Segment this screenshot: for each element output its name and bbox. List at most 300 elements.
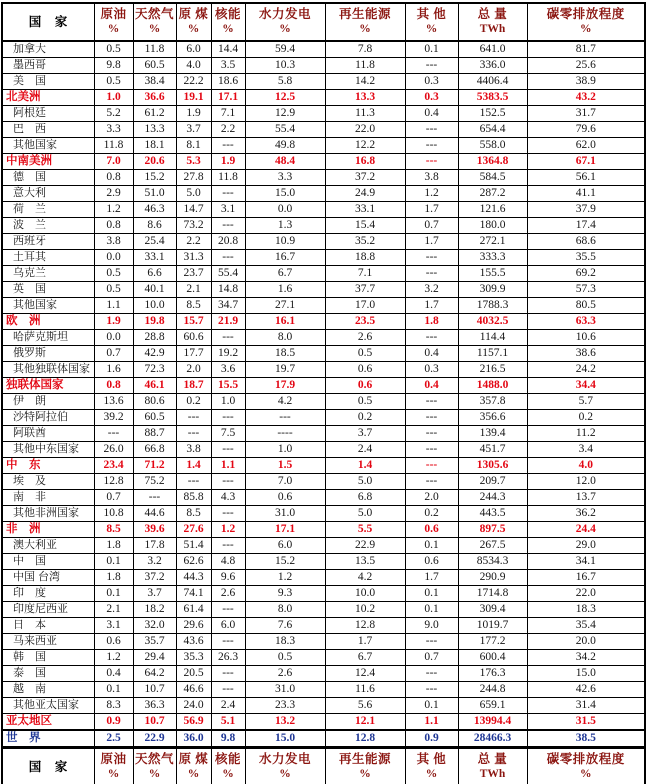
table-row <box>2 138 645 154</box>
country-name-cell: 日 本 <box>2 618 94 634</box>
cell-total: 641.0 <box>458 41 527 58</box>
column-header-hydro <box>245 3 325 41</box>
cell-carbon-free: 16.7 <box>527 570 645 586</box>
cell-raw-coal: 4.0 <box>176 58 211 74</box>
cell-crude-oil: 0.5 <box>94 266 133 282</box>
column-header-country <box>2 748 94 784</box>
cell-total: 309.9 <box>458 282 527 298</box>
cell-nuclear: 9.8 <box>211 730 245 748</box>
cell-total: 287.2 <box>458 186 527 202</box>
cell-other: 9.0 <box>405 618 458 634</box>
cell-renewables: 14.2 <box>325 74 405 90</box>
table-row <box>2 394 645 410</box>
cell-renewables: 7.8 <box>325 41 405 58</box>
cell-renewables: 37.2 <box>325 170 405 186</box>
cell-raw-coal: --- <box>176 410 211 426</box>
cell-carbon-free: 31.4 <box>527 698 645 714</box>
cell-hydro: 1.6 <box>245 282 325 298</box>
cell-crude-oil: 1.8 <box>94 570 133 586</box>
country-name-cell: 美 国 <box>2 74 94 90</box>
cell-raw-coal: 2.0 <box>176 362 211 378</box>
cell-raw-coal: 18.7 <box>176 378 211 394</box>
column-unit: % <box>222 768 234 780</box>
cell-raw-coal: 56.9 <box>176 714 211 731</box>
cell-total: 1488.0 <box>458 378 527 394</box>
cell-crude-oil: 2.1 <box>94 602 133 618</box>
cell-raw-coal: 17.7 <box>176 346 211 362</box>
country-name-cell: 沙特阿拉伯 <box>2 410 94 426</box>
cell-hydro: 7.6 <box>245 618 325 634</box>
country-name-cell: 澳大利亚 <box>2 538 94 554</box>
cell-carbon-free: 36.2 <box>527 506 645 522</box>
cell-renewables: 5.5 <box>325 522 405 538</box>
cell-nuclear: 19.2 <box>211 346 245 362</box>
cell-crude-oil: 10.8 <box>94 506 133 522</box>
cell-natural-gas: 17.8 <box>133 538 176 554</box>
country-name-cell: 印度尼西亚 <box>2 602 94 618</box>
cell-crude-oil: 0.1 <box>94 682 133 698</box>
cell-total: 8534.3 <box>458 554 527 570</box>
cell-other: --- <box>405 666 458 682</box>
cell-carbon-free: 35.4 <box>527 618 645 634</box>
cell-hydro: 1.0 <box>245 442 325 458</box>
country-name-cell: 其他亚太国家 <box>2 698 94 714</box>
cell-carbon-free: 56.1 <box>527 170 645 186</box>
region-total-row <box>2 714 645 731</box>
table-row <box>2 618 645 634</box>
table-row <box>2 250 645 266</box>
cell-carbon-free: 37.9 <box>527 202 645 218</box>
cell-natural-gas: 19.8 <box>133 314 176 330</box>
country-name-cell: 哈萨克斯坦 <box>2 330 94 346</box>
table-row <box>2 362 645 378</box>
cell-crude-oil: 0.0 <box>94 250 133 266</box>
cell-raw-coal: 3.8 <box>176 442 211 458</box>
cell-other: 0.1 <box>405 538 458 554</box>
cell-carbon-free: 67.1 <box>527 154 645 170</box>
cell-other: 0.7 <box>405 218 458 234</box>
country-name-cell: 意大利 <box>2 186 94 202</box>
cell-hydro: ---- <box>245 426 325 442</box>
cell-natural-gas: 66.8 <box>133 442 176 458</box>
cell-raw-coal: 23.7 <box>176 266 211 282</box>
country-name-cell: 阿联酋 <box>2 426 94 442</box>
cell-crude-oil: 8.5 <box>94 522 133 538</box>
country-name-cell: 中国 台湾 <box>2 570 94 586</box>
cell-crude-oil: 0.9 <box>94 714 133 731</box>
cell-other: 0.3 <box>405 74 458 90</box>
cell-renewables: 0.6 <box>325 378 405 394</box>
column-label: 水力发电 <box>258 752 311 766</box>
cell-total: 4406.4 <box>458 74 527 90</box>
cell-crude-oil: --- <box>94 426 133 442</box>
table-row <box>2 218 645 234</box>
cell-carbon-free: 80.5 <box>527 298 645 314</box>
cell-other: --- <box>405 138 458 154</box>
cell-total: 336.0 <box>458 58 527 74</box>
cell-carbon-free: 10.6 <box>527 330 645 346</box>
cell-other: 0.6 <box>405 522 458 538</box>
cell-total: 333.3 <box>458 250 527 266</box>
cell-total: 28466.3 <box>458 730 527 748</box>
cell-nuclear: 15.5 <box>211 378 245 394</box>
cell-carbon-free: 11.2 <box>527 426 645 442</box>
column-unit: % <box>148 768 161 780</box>
cell-natural-gas: 35.7 <box>133 634 176 650</box>
cell-hydro: 0.5 <box>245 650 325 666</box>
cell-total: 558.0 <box>458 138 527 154</box>
country-name-cell: 泰 国 <box>2 666 94 682</box>
cell-raw-coal: 36.0 <box>176 730 211 748</box>
country-name-cell: 马来西亚 <box>2 634 94 650</box>
cell-raw-coal: --- <box>176 426 211 442</box>
column-label: 天然气 <box>134 7 174 21</box>
cell-nuclear: 9.6 <box>211 570 245 586</box>
column-header-carbon-free <box>527 748 645 784</box>
cell-renewables: 23.5 <box>325 314 405 330</box>
cell-other: --- <box>405 458 458 474</box>
cell-hydro: 5.8 <box>245 74 325 90</box>
cell-natural-gas: 3.2 <box>133 554 176 570</box>
cell-total: 290.9 <box>458 570 527 586</box>
cell-natural-gas: 18.1 <box>133 138 176 154</box>
country-name-cell: 越 南 <box>2 682 94 698</box>
country-name-cell: 德 国 <box>2 170 94 186</box>
country-name-cell: 其他独联体国家 <box>2 362 94 378</box>
column-unit: TWh <box>479 768 506 780</box>
table-row <box>2 554 645 570</box>
cell-other: 0.1 <box>405 586 458 602</box>
cell-crude-oil: 0.6 <box>94 634 133 650</box>
cell-natural-gas: 88.7 <box>133 426 176 442</box>
cell-crude-oil: 0.5 <box>94 41 133 58</box>
cell-raw-coal: 27.6 <box>176 522 211 538</box>
country-name-cell: 非 洲 <box>2 522 94 538</box>
cell-renewables: 11.8 <box>325 58 405 74</box>
cell-nuclear: 2.6 <box>211 586 245 602</box>
column-header-country <box>2 3 94 41</box>
cell-raw-coal: 60.6 <box>176 330 211 346</box>
cell-nuclear: 14.4 <box>211 41 245 58</box>
cell-raw-coal: 20.5 <box>176 666 211 682</box>
cell-other: 3.2 <box>405 282 458 298</box>
column-header-hydro <box>245 748 325 784</box>
cell-carbon-free: 5.7 <box>527 394 645 410</box>
cell-carbon-free: 38.6 <box>527 346 645 362</box>
cell-carbon-free: 38.5 <box>527 730 645 748</box>
region-total-row <box>2 90 645 106</box>
column-unit: % <box>425 768 438 780</box>
cell-total: 244.8 <box>458 682 527 698</box>
cell-natural-gas: 72.3 <box>133 362 176 378</box>
cell-total: 121.6 <box>458 202 527 218</box>
cell-renewables: 6.8 <box>325 490 405 506</box>
cell-renewables: 37.7 <box>325 282 405 298</box>
cell-other: --- <box>405 426 458 442</box>
cell-crude-oil: 2.9 <box>94 186 133 202</box>
column-unit: % <box>580 23 592 35</box>
table-row <box>2 266 645 282</box>
cell-total: 216.5 <box>458 362 527 378</box>
cell-nuclear: 3.1 <box>211 202 245 218</box>
cell-crude-oil: 8.3 <box>94 698 133 714</box>
country-name-cell: 中 国 <box>2 554 94 570</box>
cell-total: 357.8 <box>458 394 527 410</box>
cell-nuclear: --- <box>211 218 245 234</box>
cell-other: 0.3 <box>405 362 458 378</box>
cell-natural-gas: 10.7 <box>133 714 176 731</box>
cell-renewables: 5.0 <box>325 506 405 522</box>
cell-total: 1019.7 <box>458 618 527 634</box>
cell-carbon-free: 35.5 <box>527 250 645 266</box>
cell-total: 177.2 <box>458 634 527 650</box>
cell-natural-gas: 6.6 <box>133 266 176 282</box>
table-row <box>2 58 645 74</box>
cell-total: 897.5 <box>458 522 527 538</box>
country-name-cell: 土耳其 <box>2 250 94 266</box>
cell-renewables: 5.0 <box>325 474 405 490</box>
cell-nuclear: 6.0 <box>211 618 245 634</box>
cell-carbon-free: 31.5 <box>527 714 645 731</box>
cell-nuclear: 26.3 <box>211 650 245 666</box>
cell-renewables: 10.2 <box>325 602 405 618</box>
cell-crude-oil: 0.8 <box>94 170 133 186</box>
country-name-cell: 欧 洲 <box>2 314 94 330</box>
cell-hydro: 3.3 <box>245 170 325 186</box>
cell-raw-coal: 61.4 <box>176 602 211 618</box>
cell-total: 244.3 <box>458 490 527 506</box>
cell-natural-gas: 36.3 <box>133 698 176 714</box>
cell-renewables: 0.5 <box>325 394 405 410</box>
column-unit: % <box>148 23 161 35</box>
table-row <box>2 506 645 522</box>
cell-crude-oil: 13.6 <box>94 394 133 410</box>
table-row <box>2 106 645 122</box>
column-label: 碳零排放程度 <box>546 752 625 766</box>
cell-other: 2.0 <box>405 490 458 506</box>
table-row <box>2 122 645 138</box>
cell-renewables: 12.2 <box>325 138 405 154</box>
cell-total: 4032.5 <box>458 314 527 330</box>
cell-other: --- <box>405 474 458 490</box>
cell-other: --- <box>405 122 458 138</box>
country-name-cell: 中 东 <box>2 458 94 474</box>
cell-renewables: 0.5 <box>325 346 405 362</box>
table-row <box>2 41 645 58</box>
cell-natural-gas: 18.2 <box>133 602 176 618</box>
cell-raw-coal: 6.0 <box>176 41 211 58</box>
cell-carbon-free: 81.7 <box>527 41 645 58</box>
column-label: 水力发电 <box>258 7 311 21</box>
cell-hydro: 31.0 <box>245 682 325 698</box>
cell-nuclear: 7.1 <box>211 106 245 122</box>
cell-carbon-free: 41.1 <box>527 186 645 202</box>
cell-raw-coal: 74.1 <box>176 586 211 602</box>
cell-hydro: 23.3 <box>245 698 325 714</box>
region-total-row <box>2 458 645 474</box>
cell-nuclear: 11.8 <box>211 170 245 186</box>
cell-crude-oil: 7.0 <box>94 154 133 170</box>
cell-crude-oil: 3.8 <box>94 234 133 250</box>
cell-crude-oil: 0.0 <box>94 330 133 346</box>
cell-carbon-free: 69.2 <box>527 266 645 282</box>
cell-natural-gas: 80.6 <box>133 394 176 410</box>
cell-other: --- <box>405 634 458 650</box>
cell-other: --- <box>405 442 458 458</box>
cell-renewables: 3.7 <box>325 426 405 442</box>
cell-hydro: 18.3 <box>245 634 325 650</box>
cell-crude-oil: 11.8 <box>94 138 133 154</box>
table-row <box>2 442 645 458</box>
column-label: 其 他 <box>416 752 447 766</box>
column-header-crude-oil <box>94 748 133 784</box>
cell-hydro: 1.2 <box>245 570 325 586</box>
country-name-cell: 亚太地区 <box>2 714 94 731</box>
cell-total: 584.5 <box>458 170 527 186</box>
cell-renewables: 16.8 <box>325 154 405 170</box>
country-name-cell: 伊 朗 <box>2 394 94 410</box>
cell-nuclear: 1.0 <box>211 394 245 410</box>
cell-natural-gas: 38.4 <box>133 74 176 90</box>
column-header-total <box>458 748 527 784</box>
column-label: 天然气 <box>134 752 174 766</box>
cell-total: 654.4 <box>458 122 527 138</box>
country-name-cell: 北美洲 <box>2 90 94 106</box>
cell-raw-coal: 1.4 <box>176 458 211 474</box>
cell-renewables: 2.6 <box>325 330 405 346</box>
cell-hydro: 8.0 <box>245 330 325 346</box>
cell-other: 1.1 <box>405 714 458 731</box>
region-total-row <box>2 522 645 538</box>
cell-other: --- <box>405 410 458 426</box>
column-header-raw-coal <box>176 3 211 41</box>
cell-raw-coal: 43.6 <box>176 634 211 650</box>
cell-raw-coal: 31.3 <box>176 250 211 266</box>
cell-crude-oil: 3.1 <box>94 618 133 634</box>
cell-carbon-free: 34.2 <box>527 650 645 666</box>
cell-other: 0.1 <box>405 698 458 714</box>
table-row <box>2 570 645 586</box>
cell-renewables: 12.1 <box>325 714 405 731</box>
cell-nuclear: 1.9 <box>211 154 245 170</box>
column-header-natural-gas <box>133 3 176 41</box>
energy-mix-table <box>1 2 646 784</box>
cell-nuclear: 1.1 <box>211 458 245 474</box>
cell-renewables: 0.2 <box>325 410 405 426</box>
column-header-total <box>458 3 527 41</box>
cell-nuclear: 1.2 <box>211 522 245 538</box>
column-unit: % <box>279 23 291 35</box>
column-header-nuclear <box>211 748 245 784</box>
cell-renewables: 7.1 <box>325 266 405 282</box>
table-row <box>2 234 645 250</box>
cell-total: 209.7 <box>458 474 527 490</box>
cell-raw-coal: 62.6 <box>176 554 211 570</box>
cell-nuclear: 55.4 <box>211 266 245 282</box>
cell-natural-gas: 10.0 <box>133 298 176 314</box>
cell-raw-coal: 27.8 <box>176 170 211 186</box>
column-label: 核能 <box>214 7 241 21</box>
country-name-cell: 埃 及 <box>2 474 94 490</box>
country-name-cell: 印 度 <box>2 586 94 602</box>
cell-nuclear: 21.9 <box>211 314 245 330</box>
column-header-other <box>405 3 458 41</box>
cell-other: 0.3 <box>405 90 458 106</box>
cell-renewables: 18.8 <box>325 250 405 266</box>
cell-total: 155.5 <box>458 266 527 282</box>
table-row <box>2 650 645 666</box>
table-row <box>2 330 645 346</box>
country-name-cell: 其他非洲国家 <box>2 506 94 522</box>
cell-other: --- <box>405 58 458 74</box>
cell-renewables: 22.9 <box>325 538 405 554</box>
cell-nuclear: --- <box>211 682 245 698</box>
table-row <box>2 698 645 714</box>
cell-natural-gas: 11.8 <box>133 41 176 58</box>
cell-total: 1305.6 <box>458 458 527 474</box>
cell-other: 0.1 <box>405 41 458 58</box>
cell-hydro: 10.3 <box>245 58 325 74</box>
cell-hydro: 15.0 <box>245 730 325 748</box>
cell-natural-gas: 3.7 <box>133 586 176 602</box>
cell-other: 0.4 <box>405 378 458 394</box>
cell-carbon-free: 38.9 <box>527 74 645 90</box>
cell-other: 0.1 <box>405 602 458 618</box>
cell-hydro: 18.5 <box>245 346 325 362</box>
country-name-cell: 乌克兰 <box>2 266 94 282</box>
cell-carbon-free: 25.6 <box>527 58 645 74</box>
table-row <box>2 666 645 682</box>
region-total-row <box>2 378 645 394</box>
cell-natural-gas: 60.5 <box>133 58 176 74</box>
cell-renewables: 11.6 <box>325 682 405 698</box>
cell-renewables: 22.0 <box>325 122 405 138</box>
cell-natural-gas: 28.8 <box>133 330 176 346</box>
cell-raw-coal: 22.2 <box>176 74 211 90</box>
cell-carbon-free: 42.6 <box>527 682 645 698</box>
cell-nuclear: --- <box>211 538 245 554</box>
cell-crude-oil: 9.8 <box>94 58 133 74</box>
cell-carbon-free: 20.0 <box>527 634 645 650</box>
cell-renewables: 33.1 <box>325 202 405 218</box>
cell-other: 1.7 <box>405 234 458 250</box>
cell-hydro: 13.2 <box>245 714 325 731</box>
column-unit: % <box>580 768 592 780</box>
table-row <box>2 682 645 698</box>
cell-total: 1788.3 <box>458 298 527 314</box>
cell-crude-oil: 1.2 <box>94 202 133 218</box>
cell-other: 1.8 <box>405 314 458 330</box>
cell-hydro: 9.3 <box>245 586 325 602</box>
cell-crude-oil: 5.2 <box>94 106 133 122</box>
cell-crude-oil: 12.8 <box>94 474 133 490</box>
cell-natural-gas: 22.9 <box>133 730 176 748</box>
cell-other: 0.2 <box>405 506 458 522</box>
cell-other: 3.8 <box>405 170 458 186</box>
cell-hydro: 12.5 <box>245 90 325 106</box>
cell-raw-coal: 24.0 <box>176 698 211 714</box>
column-header-nuclear <box>211 3 245 41</box>
cell-crude-oil: 3.3 <box>94 122 133 138</box>
cell-carbon-free: 17.4 <box>527 218 645 234</box>
column-unit: % <box>279 768 291 780</box>
cell-raw-coal: 8.5 <box>176 298 211 314</box>
cell-natural-gas: 46.3 <box>133 202 176 218</box>
cell-natural-gas: 75.2 <box>133 474 176 490</box>
country-name-cell: 加拿大 <box>2 41 94 58</box>
cell-crude-oil: 0.1 <box>94 554 133 570</box>
cell-renewables: 35.2 <box>325 234 405 250</box>
